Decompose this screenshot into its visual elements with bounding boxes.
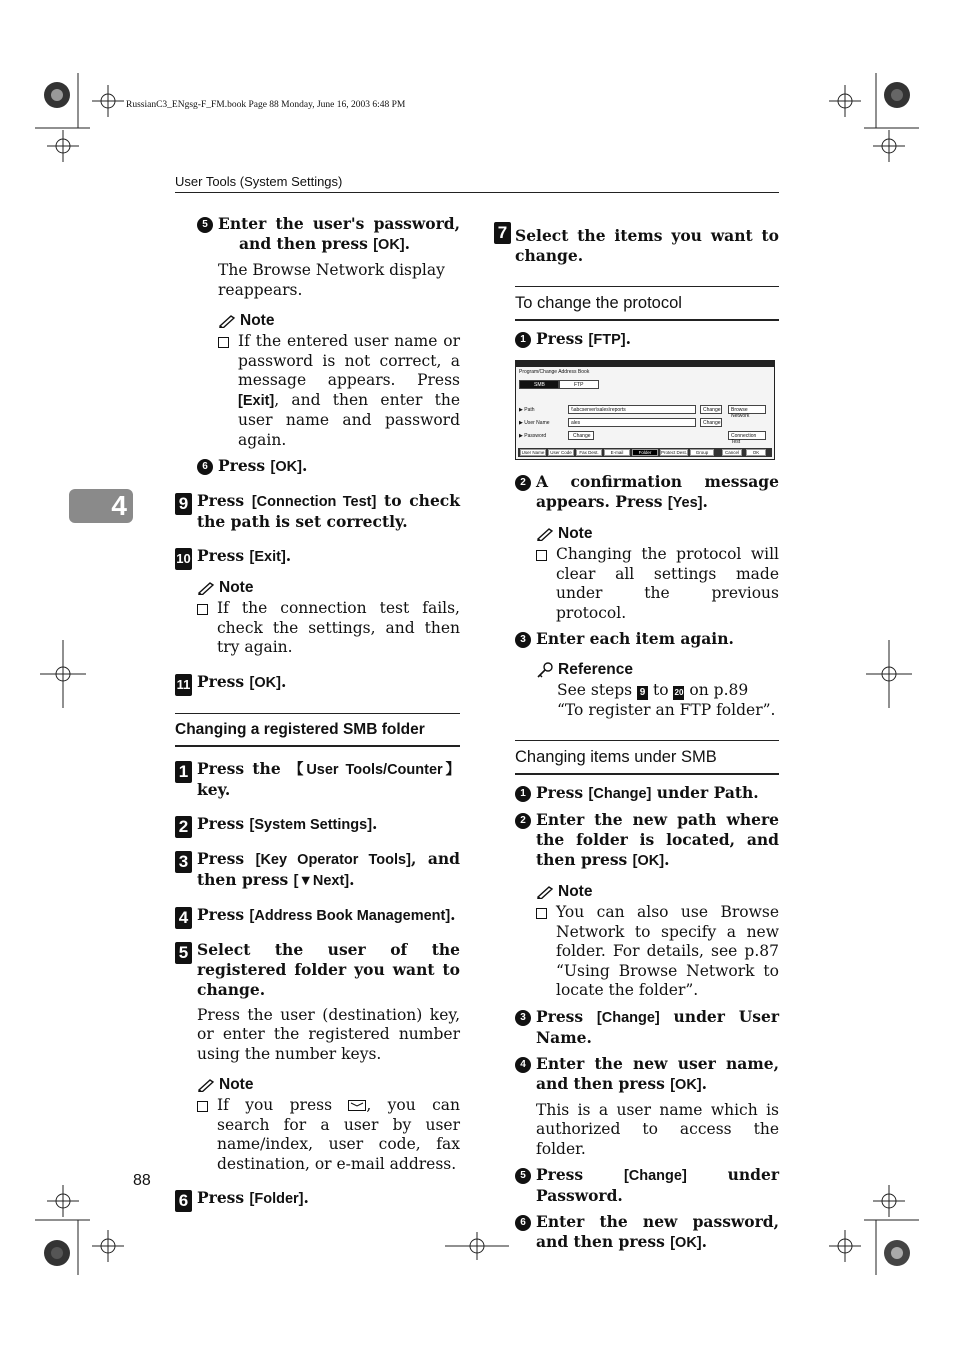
pencil-icon: [218, 314, 236, 328]
browse-network-button[interactable]: Browse Network: [728, 405, 766, 414]
section-title: Changing items under SMB: [515, 740, 779, 775]
path-field[interactable]: \\abcserver\sales\reports: [568, 405, 696, 414]
step-6: 6 Press [Folder].: [175, 1188, 460, 1209]
note-item: If the entered user name or password is not correct, a message appears. Press [Exit], and then enter the user name and password again.: [218, 332, 460, 450]
step-number: 9: [175, 493, 192, 515]
password-change-button[interactable]: Change: [568, 431, 594, 440]
note-heading: Note: [536, 525, 779, 543]
step-5: 5 Select the user of the registered folder you want to change.: [175, 940, 460, 1000]
connection-test-button[interactable]: Connection Test: [728, 431, 766, 440]
step-3: 3 Press [Key Operator Tools], and then press [▼Next].: [175, 849, 460, 891]
step-glyph: 20: [673, 686, 684, 700]
tab-ftp[interactable]: FTP: [559, 380, 599, 389]
substep-c4: 4 Enter the new user name, and then press [OK].: [494, 1054, 779, 1095]
step-7: 7 Select the items you want to change.: [494, 220, 779, 266]
checkbox-glyph-icon: [536, 550, 547, 561]
step-number: 2: [175, 816, 192, 838]
book-info-line: RussianC3_ENgsg-F_FM.book Page 88 Monday, June 16, 2003 6:48 PM: [126, 100, 406, 110]
step-number: 2: [515, 475, 531, 491]
substep-5: 5 Enter the user's password, and then press [OK].: [175, 214, 460, 255]
step-glyph: 9: [637, 686, 648, 700]
step-number: 10: [175, 548, 192, 570]
step-number: 1: [175, 761, 192, 783]
substep-c5: 5 Press [Change] under Password.: [494, 1165, 779, 1206]
tab-smb[interactable]: SMB: [519, 380, 559, 389]
step-10: 10 Press [Exit].: [175, 546, 460, 567]
step-number: 6: [175, 1190, 192, 1212]
device-screen-image: [515, 360, 775, 460]
step-number: 4: [515, 1057, 531, 1073]
step-number: 5: [197, 217, 213, 233]
section-title: Changing a registered SMB folder: [175, 713, 460, 747]
step-number: 1: [515, 332, 531, 348]
substep-c6: 6 Enter the new password, and then press [OK].: [494, 1212, 779, 1253]
note-heading: Note: [197, 1076, 460, 1094]
step-9: 9 Press [Connection Test] to check the path is set correctly.: [175, 491, 460, 532]
tab-folder[interactable]: Folder: [632, 449, 658, 456]
substep-c3: 3 Press [Change] under User Name.: [494, 1007, 779, 1048]
note-heading: Note: [197, 579, 460, 597]
screen-top-bar: [516, 361, 774, 367]
checkbox-glyph-icon: [197, 604, 208, 615]
chapter-tab: 4: [69, 489, 133, 523]
screen-title: Program/Change Address Book: [519, 369, 590, 375]
checkbox-glyph-icon: [218, 337, 229, 348]
key-reference-icon: [536, 662, 554, 678]
body-text: This is a user name which is authorized to access the folder.: [536, 1100, 779, 1158]
step-1: 1 Press the 【User Tools/Counter】 key.: [175, 759, 460, 800]
step-number: 6: [197, 459, 213, 475]
note-heading: Note: [536, 883, 779, 901]
substep-c2: 2 Enter the new path where the folder is located, and then press [OK].: [494, 810, 779, 871]
tab-protect-dest[interactable]: Protect Dest.: [661, 450, 688, 455]
note-item: If you press , you can search for a user by user name/index, user code, fax destination, or e-mail address.: [197, 1096, 460, 1174]
substep-c1: 1 Press [Change] under Path.: [494, 783, 779, 804]
pencil-icon: [536, 527, 554, 541]
step-number: 5: [515, 1168, 531, 1184]
note-item: If the connection test fails, check the settings, and then try again.: [197, 599, 460, 658]
step-number: 7: [494, 222, 511, 244]
step-number: 4: [175, 907, 192, 929]
left-column: [175, 214, 460, 1209]
page-number: 88: [133, 1172, 151, 1189]
checkbox-glyph-icon: [197, 1101, 208, 1112]
step-number: 3: [515, 1010, 531, 1026]
tab-user-code[interactable]: User Code: [548, 449, 574, 456]
user-name-field[interactable]: ales: [568, 418, 696, 427]
step-number: 2: [515, 813, 531, 829]
path-label: ▶ Path: [519, 407, 535, 413]
tab-group[interactable]: Group: [690, 449, 714, 456]
path-change-button[interactable]: Change: [700, 405, 722, 414]
body-text: Press the user (destination) key, or enter the registered number using the number keys.: [197, 1005, 460, 1063]
substep-6: 6 Press [OK].: [175, 456, 460, 477]
section-title: To change the protocol: [515, 286, 779, 321]
checkbox-glyph-icon: [536, 908, 547, 919]
tab-user-name[interactable]: User Name: [521, 450, 545, 455]
step-2: 2 Press [System Settings].: [175, 814, 460, 835]
password-label: ▶ Password: [519, 433, 547, 439]
pencil-icon: [536, 885, 554, 899]
step-4: 4 Press [Address Book Management].: [175, 905, 460, 926]
pencil-icon: [197, 1078, 215, 1092]
pencil-icon: [197, 581, 215, 595]
right-column: [494, 220, 779, 1253]
step-11: 11 Press [OK].: [175, 672, 460, 693]
note-heading: Note: [218, 312, 460, 330]
tab-fax-dest[interactable]: Fax Dest.: [576, 449, 602, 456]
step-number: 1: [515, 786, 531, 802]
step-number: 3: [515, 632, 531, 648]
substep-1: 1 Press [FTP].: [494, 329, 779, 350]
running-header: User Tools (System Settings): [175, 174, 779, 193]
ok-button[interactable]: OK: [746, 449, 766, 456]
tab-email[interactable]: E-mail: [604, 449, 630, 456]
note-item: Changing the protocol will clear all settings made under the previous protocol.: [536, 545, 779, 623]
reference-text: See steps 9 to 20 on p.89 “To register an FTP folder”.: [557, 681, 776, 719]
step-number: 3: [175, 851, 192, 873]
substep-3: 3 Enter each item again.: [494, 629, 779, 649]
screen-bottom-tabs: [518, 448, 772, 457]
substep-2: 2 A confirmation message appears. Press [Yes].: [494, 472, 779, 513]
reference-heading: Reference: [536, 661, 779, 679]
step-number: 6: [515, 1215, 531, 1231]
search-key-icon: [348, 1100, 366, 1111]
user-change-button[interactable]: Change: [700, 418, 722, 427]
step-number: 5: [175, 942, 192, 964]
user-name-label: ▶ User Name: [519, 420, 550, 426]
cancel-button[interactable]: Cancel: [722, 449, 742, 456]
note-item: You can also use Browse Network to specify a new folder. For details, see p.87 “Using Browse Network to locate the folder”.: [536, 903, 779, 1001]
body-text: The Browse Network display reappears.: [218, 261, 445, 299]
step-number: 11: [175, 674, 192, 696]
